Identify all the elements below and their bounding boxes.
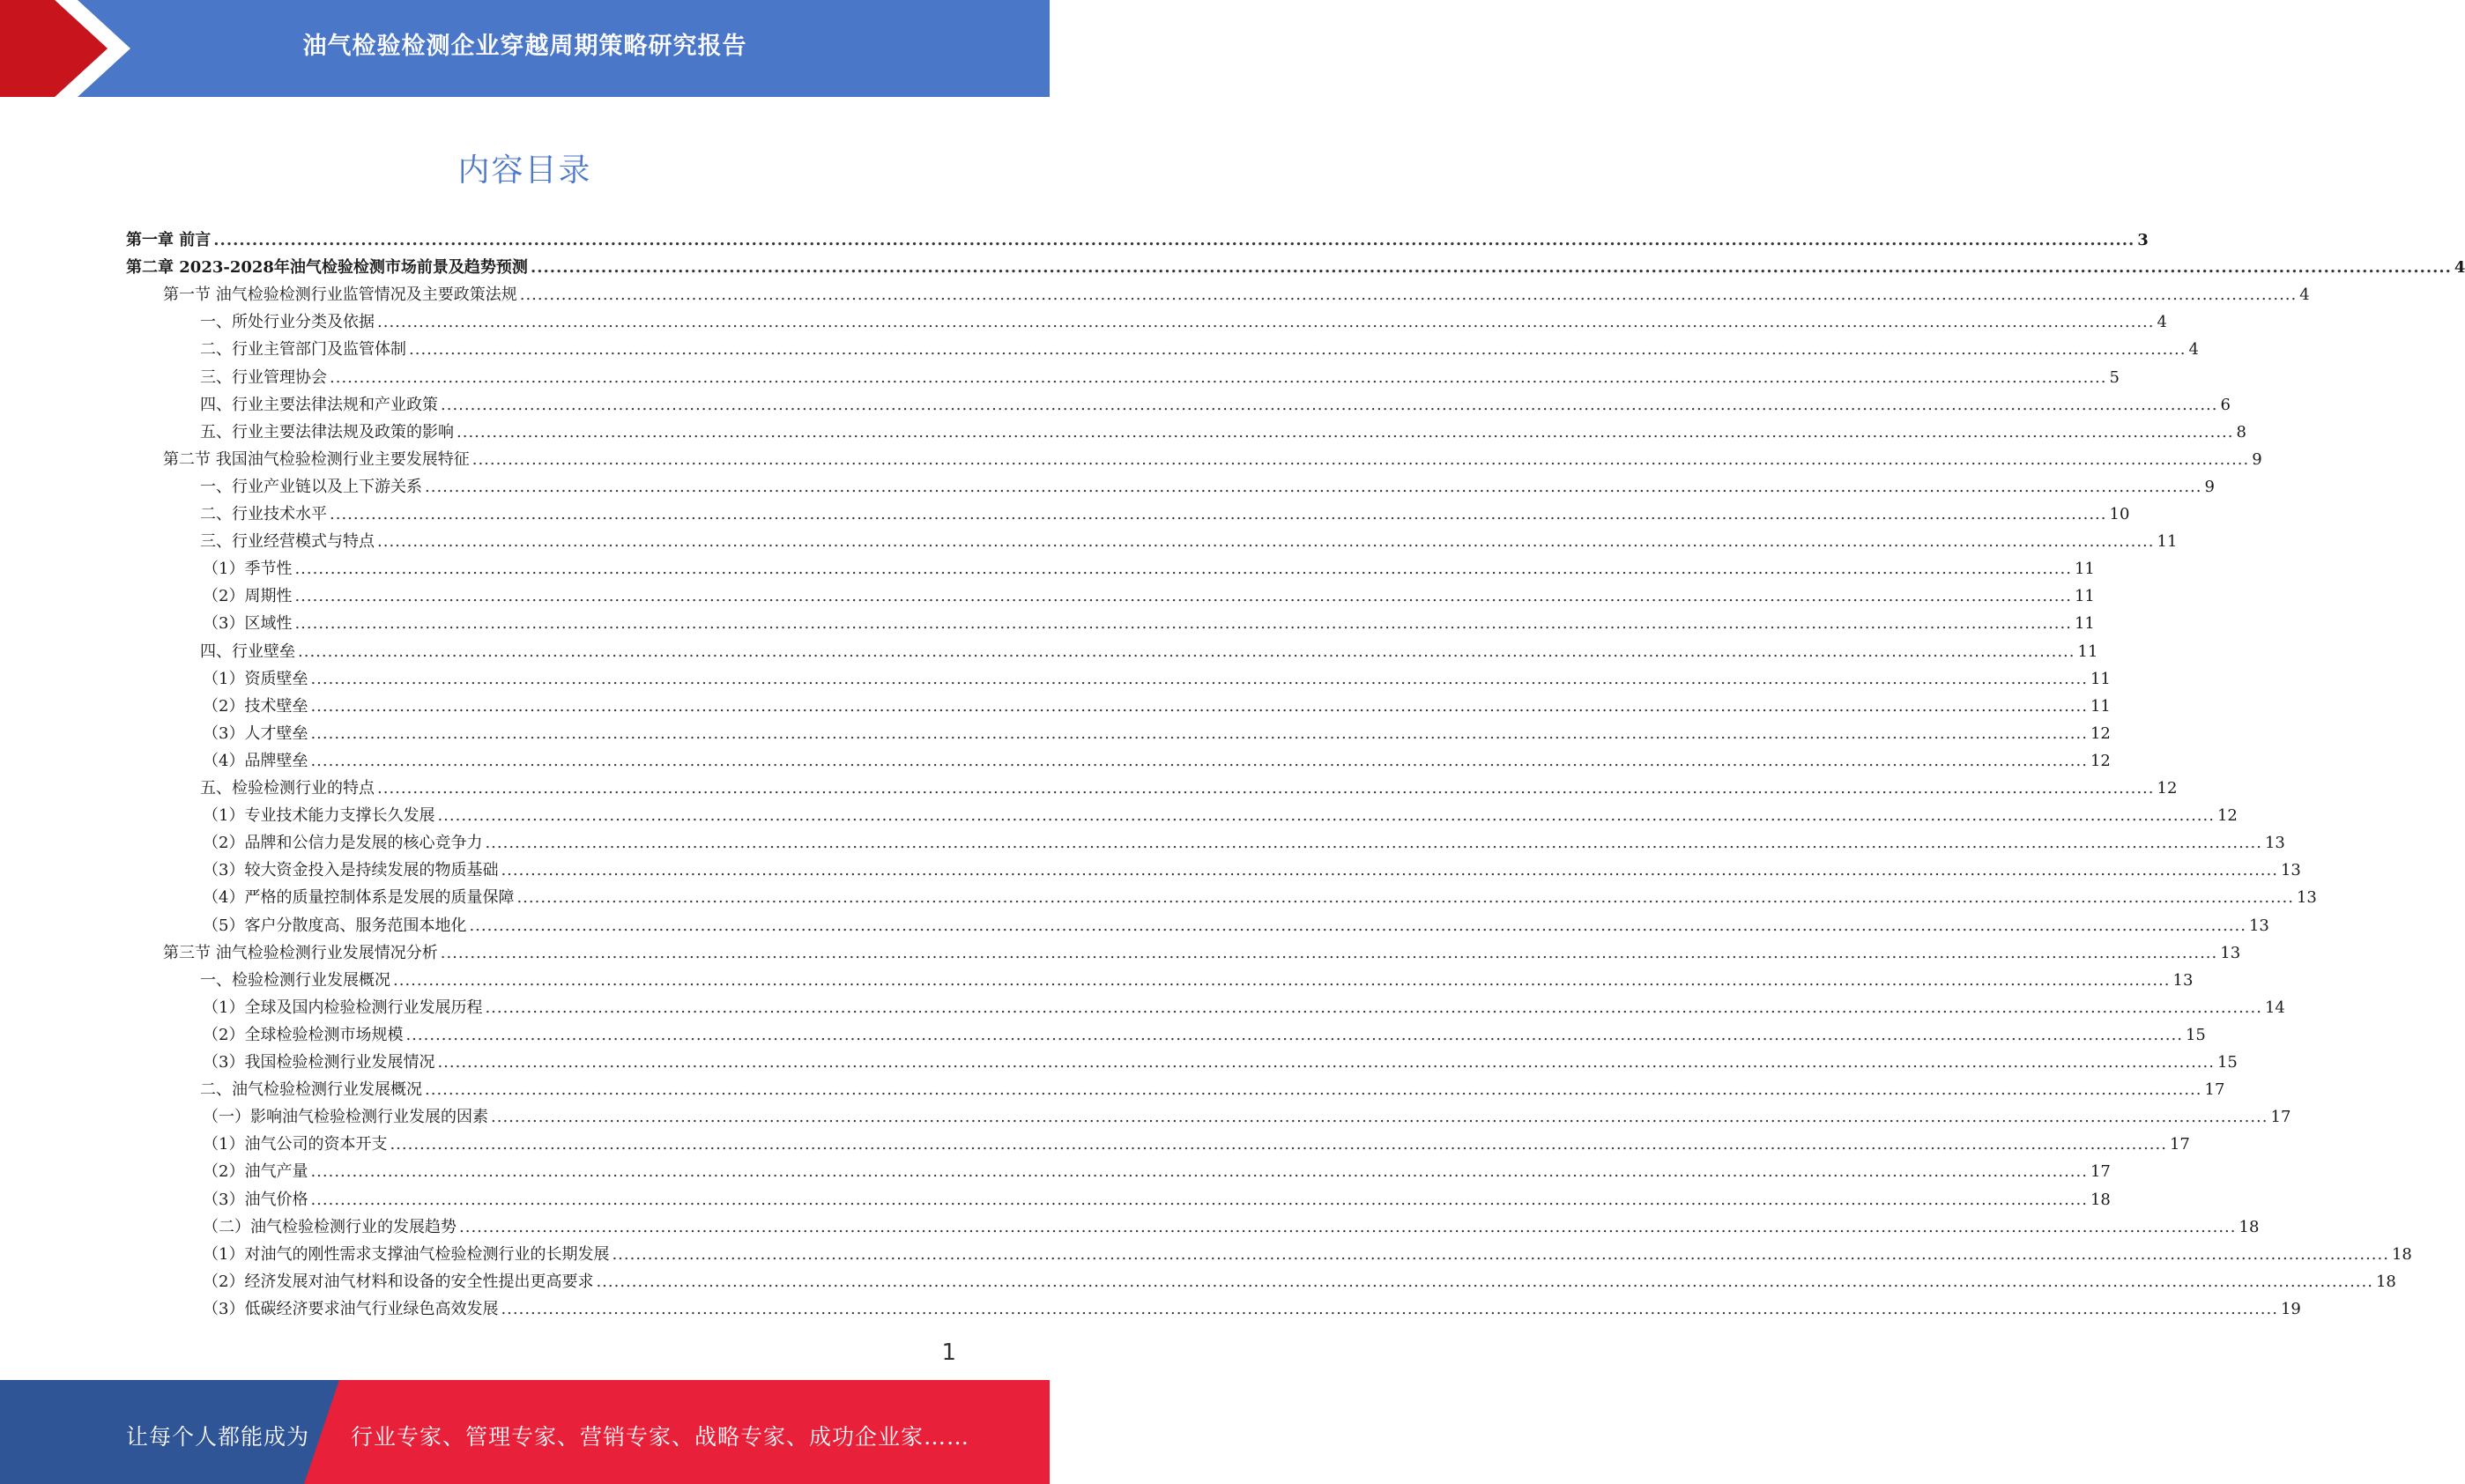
toc-entry[interactable]: [203, 991, 2285, 1018]
toc-entry-page: 17: [2270, 1108, 2291, 1127]
toc-entry-title: （2）全球检验检测市场规模: [203, 1025, 404, 1044]
toc-entry-page: 19: [2280, 1299, 2301, 1318]
toc-entry-page: 15: [2185, 1025, 2206, 1044]
toc-entry-page: 18: [2090, 1190, 2111, 1209]
toc-leader-dots: ............................................................................................................................................................................................................................................................................................................: [469, 916, 2246, 935]
toc-entry[interactable]: [163, 278, 2310, 305]
toc-entry-title: （2）油气产量: [203, 1162, 308, 1182]
toc-entry-page: 11: [2074, 614, 2095, 634]
toc-leader-dots: ............................................................................................................................................................................................................................................................................................................: [501, 861, 2278, 880]
toc-entry[interactable]: [200, 771, 2178, 798]
toc-leader-dots: ............................................................................................................................................................................................................................................................................................................: [491, 1108, 2268, 1127]
toc-leader-dots: ............................................................................................................................................................................................................................................................................................................: [330, 367, 2107, 387]
toc-leader-dots: ............................................................................................................................................................................................................................................................................................................: [377, 313, 2155, 332]
toc-entry-title: 第二节 我国油气检验检测行业主要发展特征: [163, 449, 470, 469]
toc-entry[interactable]: [203, 1127, 2190, 1154]
toc-entry-page: 5: [2109, 367, 2120, 387]
toc-entry[interactable]: [200, 634, 2098, 662]
footer-slogan-right: 行业专家、管理专家、营销专家、战略专家、成功企业家……: [351, 1424, 970, 1450]
toc-entry[interactable]: [200, 415, 2246, 442]
report-title: 油气检验检测企业穿越周期策略研究报告: [302, 33, 747, 60]
toc-leader-dots: ............................................................................................................................................................................................................................................................................................................: [459, 1217, 2237, 1236]
toc-entry-page: 6: [2220, 395, 2231, 414]
toc-entry-title: （1）全球及国内检验检测行业发展历程: [203, 998, 483, 1017]
toc-leader-dots: ............................................................................................................................................................................................................................................................................................................: [298, 642, 2075, 661]
toc-entry-title: （2）技术壁垒: [203, 696, 308, 716]
toc-entry-title: 四、行业壁垒: [200, 642, 295, 661]
toc-entry-title: （3）区域性: [203, 614, 293, 634]
toc-leader-dots: ............................................................................................................................................................................................................................................................................................................: [425, 477, 2202, 496]
toc-entry-title: （3）较大资金投入是持续发展的物质基础: [203, 861, 499, 880]
toc-entry-page: 12: [2216, 806, 2238, 826]
toc-leader-dots: ............................................................................................................................................................................................................................................................................................................: [393, 970, 2171, 990]
toc-entry[interactable]: [203, 1183, 2111, 1210]
toc-entry-title: （二）油气检验检测行业的发展趋势: [203, 1217, 457, 1236]
toc-entry-page: 12: [2090, 723, 2111, 743]
toc-entry[interactable]: [163, 936, 2241, 963]
toc-entry[interactable]: [126, 223, 2149, 250]
toc-leader-dots: ............................................................................................................................................................................................................................................................................................................: [405, 1025, 2183, 1044]
toc-entry-page: 11: [2077, 642, 2098, 661]
toc-entry[interactable]: [203, 1045, 2238, 1072]
toc-entry-title: （2）周期性: [203, 587, 293, 606]
toc-entry-title: 二、油气检验检测行业发展概况: [200, 1080, 422, 1100]
toc-leader-dots: ............................................................................................................................................................................................................................................................................................................: [457, 422, 2234, 441]
toc-entry[interactable]: [203, 1100, 2291, 1127]
toc-entry[interactable]: [163, 442, 2262, 470]
toc-entry-page: 15: [2216, 1053, 2238, 1072]
footer-slogan-left: 让每个人都能成为: [126, 1424, 310, 1450]
toc-entry[interactable]: [203, 744, 2111, 771]
toc-entry-page: 13: [2264, 834, 2285, 853]
toc-entry[interactable]: [203, 579, 2095, 606]
toc-entry-title: 第一节 油气检验检测行业监管情况及主要政策法规: [163, 286, 517, 305]
toc-entry[interactable]: [203, 1210, 2260, 1237]
toc-entry-title: （2）品牌和公信力是发展的核心竞争力: [203, 834, 483, 853]
toc-leader-dots: ............................................................................................................................................................................................................................................................................................................: [501, 1299, 2278, 1318]
toc-entry[interactable]: [126, 250, 2465, 278]
toc-entry-title: 一、检验检测行业发展概况: [200, 970, 390, 990]
toc-entry-page: 12: [2090, 751, 2111, 770]
toc-entry-page: 3: [2137, 231, 2149, 249]
toc-entry-title: 一、所处行业分类及依据: [200, 313, 375, 332]
toc-entry[interactable]: [200, 524, 2178, 552]
toc-leader-dots: ............................................................................................................................................................................................................................................................................................................: [519, 286, 2298, 305]
toc-entry-page: 9: [2252, 449, 2262, 469]
toc-leader-dots: ............................................................................................................................................................................................................................................................................................................: [294, 587, 2072, 606]
toc-entry-page: 4: [2188, 340, 2199, 360]
toc-entry-title: 第二章 2023-2028年油气检验检测市场前景及趋势预测: [126, 258, 528, 278]
toc-entry[interactable]: [200, 388, 2231, 415]
toc-entry-page: 18: [2239, 1217, 2260, 1236]
toc-leader-dots: ............................................................................................................................................................................................................................................................................................................: [471, 449, 2250, 469]
toc-entry[interactable]: [203, 826, 2285, 853]
page-number: 1: [941, 1339, 956, 1366]
toc-leader-dots: ............................................................................................................................................................................................................................................................................................................: [310, 696, 2088, 716]
toc-entry-title: 第三节 油气检验检测行业发展情况分析: [163, 943, 438, 962]
toc-leader-dots: ............................................................................................................................................................................................................................................................................................................: [516, 888, 2294, 908]
toc-entry[interactable]: [203, 1154, 2111, 1182]
toc-entry-title: （3）低碳经济要求油气行业绿色高效发展: [203, 1299, 499, 1318]
toc-entry[interactable]: [203, 1237, 2412, 1265]
toc-leader-dots: ............................................................................................................................................................................................................................................................................................................: [377, 779, 2155, 798]
toc-entry-page: 18: [2391, 1244, 2412, 1264]
toc-entry-title: 五、行业主要法律法规及政策的影响: [200, 422, 454, 441]
toc-entry-page: 13: [2220, 943, 2241, 962]
toc-leader-dots: ............................................................................................................................................................................................................................................................................................................: [441, 395, 2218, 414]
toc-entry[interactable]: [203, 880, 2317, 908]
toc-leader-dots: ............................................................................................................................................................................................................................................................................................................: [485, 998, 2262, 1017]
toc-entry[interactable]: [200, 470, 2215, 497]
footer-band: [0, 1380, 1050, 1484]
toc-leader-dots: ............................................................................................................................................................................................................................................................................................................: [294, 560, 2072, 579]
toc-entry-title: （2）经济发展对油气材料和设备的安全性提出更高要求: [203, 1272, 594, 1291]
toc-entry[interactable]: [200, 305, 2167, 332]
toc-entry[interactable]: [200, 497, 2130, 524]
toc-entry-title: 三、行业经营模式与特点: [200, 532, 375, 552]
toc-entry-title: （4）品牌壁垒: [203, 751, 308, 770]
toc-entry-title: （1）资质壁垒: [203, 669, 308, 688]
toc-entry-title: 二、行业主管部门及监管体制: [200, 340, 406, 360]
toc-entry-page: 17: [2204, 1080, 2225, 1100]
toc-entry-title: 第一章 前言: [126, 231, 212, 249]
toc-leader-dots: ............................................................................................................................................................................................................................................................................................................: [390, 1135, 2167, 1154]
toc-entry-page: 17: [2169, 1135, 2190, 1154]
toc-heading: 内容目录: [457, 152, 592, 189]
toc-entry[interactable]: [200, 963, 2194, 991]
toc-entry-title: （1）季节性: [203, 560, 293, 579]
toc-leader-dots: ............................................................................................................................................................................................................................................................................................................: [310, 669, 2088, 688]
toc-leader-dots: ............................................................................................................................................................................................................................................................................................................: [596, 1272, 2373, 1291]
toc-entry[interactable]: [203, 662, 2111, 689]
toc-entry-page: 11: [2090, 669, 2111, 688]
toc-leader-dots: ............................................................................................................................................................................................................................................................................................................: [330, 505, 2107, 523]
toc-entry-title: 一、行业产业链以及上下游关系: [200, 477, 422, 496]
toc-leader-dots: ............................................................................................................................................................................................................................................................................................................: [310, 751, 2088, 770]
toc-leader-dots: ............................................................................................................................................................................................................................................................................................................: [310, 1190, 2088, 1209]
toc-leader-dots: ............................................................................................................................................................................................................................................................................................................: [310, 1162, 2088, 1182]
toc-entry[interactable]: [203, 1018, 2206, 1045]
toc-leader-dots: ............................................................................................................................................................................................................................................................................................................: [310, 723, 2088, 743]
toc-entry[interactable]: [203, 716, 2111, 744]
toc-leader-dots: ............................................................................................................................................................................................................................................................................................................: [377, 532, 2155, 552]
toc-leader-dots: ............................................................................................................................................................................................................................................................................................................: [437, 806, 2215, 826]
toc-entry[interactable]: [203, 689, 2111, 716]
toc-entry-title: （1）油气公司的资本开支: [203, 1135, 388, 1154]
toc-entry-page: 18: [2375, 1272, 2396, 1291]
toc-entry-title: （3）我国检验检测行业发展情况: [203, 1053, 435, 1072]
toc-entry[interactable]: [203, 853, 2301, 880]
toc-entry-page: 13: [2248, 916, 2269, 935]
toc-entry-title: 四、行业主要法律法规和产业政策: [200, 395, 438, 414]
toc-entry[interactable]: [203, 798, 2238, 826]
header-band: [0, 0, 1050, 97]
toc-entry-title: （3）油气价格: [203, 1190, 308, 1209]
toc-entry-page: 13: [2296, 888, 2317, 908]
toc-entry-page: 12: [2157, 779, 2178, 798]
toc-entry-page: 11: [2074, 587, 2095, 606]
toc-entry-page: 4: [2454, 258, 2465, 278]
toc-entry-page: 13: [2172, 970, 2194, 990]
toc-entry[interactable]: [203, 909, 2269, 936]
toc-leader-dots: ............................................................................................................................................................................................................................................................................................................: [294, 614, 2072, 634]
toc-entry[interactable]: [203, 1292, 2301, 1319]
toc-entry-page: 4: [2299, 286, 2310, 305]
toc-entry[interactable]: [200, 1072, 2225, 1100]
toc-entry-title: （5）客户分散度高、服务范围本地化: [203, 916, 467, 935]
toc-entry-page: 11: [2090, 696, 2111, 716]
toc-entry-title: （一）影响油气检验检测行业发展的因素: [203, 1108, 488, 1127]
toc-entry-title: 五、检验检测行业的特点: [200, 779, 375, 798]
toc-entry-page: 4: [2157, 313, 2167, 332]
toc-entry-page: 14: [2264, 998, 2285, 1017]
toc-leader-dots: ............................................................................................................................................................................................................................................................................................................: [612, 1244, 2389, 1264]
toc-entry-page: 13: [2280, 861, 2301, 880]
toc-entry-title: （1）对油气的刚性需求支撑油气检验检测行业的长期发展: [203, 1244, 610, 1264]
toc-entry[interactable]: [200, 360, 2120, 388]
toc-entry-title: （4）严格的质量控制体系是发展的质量保障: [203, 888, 515, 908]
toc-entry-page: 8: [2236, 422, 2246, 441]
toc-entry-page: 11: [2074, 560, 2095, 579]
toc-leader-dots: ............................................................................................................................................................................................................................................................................................................: [440, 943, 2218, 962]
toc-entry-title: （3）人才壁垒: [203, 723, 308, 743]
toc-entry[interactable]: [203, 606, 2095, 634]
toc-leader-dots: ............................................................................................................................................................................................................................................................................................................: [485, 834, 2262, 853]
toc-leader-dots: ............................................................................................................................................................................................................................................................................................................: [213, 231, 2135, 249]
toc-leader-dots: ............................................................................................................................................................................................................................................................................................................: [425, 1080, 2202, 1100]
toc-entry-page: 9: [2204, 477, 2215, 496]
toc-entry-title: 三、行业管理协会: [200, 367, 327, 387]
toc-entry[interactable]: [200, 332, 2199, 360]
toc-entry-page: 10: [2109, 505, 2130, 523]
toc-entry-page: 17: [2090, 1162, 2111, 1182]
toc-entry[interactable]: [203, 552, 2095, 579]
toc-entry-title: （1）专业技术能力支撑长久发展: [203, 806, 435, 826]
toc-leader-dots: ............................................................................................................................................................................................................................................................................................................: [409, 340, 2187, 360]
toc-entry[interactable]: [203, 1265, 2396, 1292]
toc-entry-title: 二、行业技术水平: [200, 505, 327, 523]
toc-entry-page: 11: [2157, 532, 2178, 552]
toc-leader-dots: ............................................................................................................................................................................................................................................................................................................: [437, 1053, 2215, 1072]
toc-leader-dots: ............................................................................................................................................................................................................................................................................................................: [530, 258, 2452, 278]
